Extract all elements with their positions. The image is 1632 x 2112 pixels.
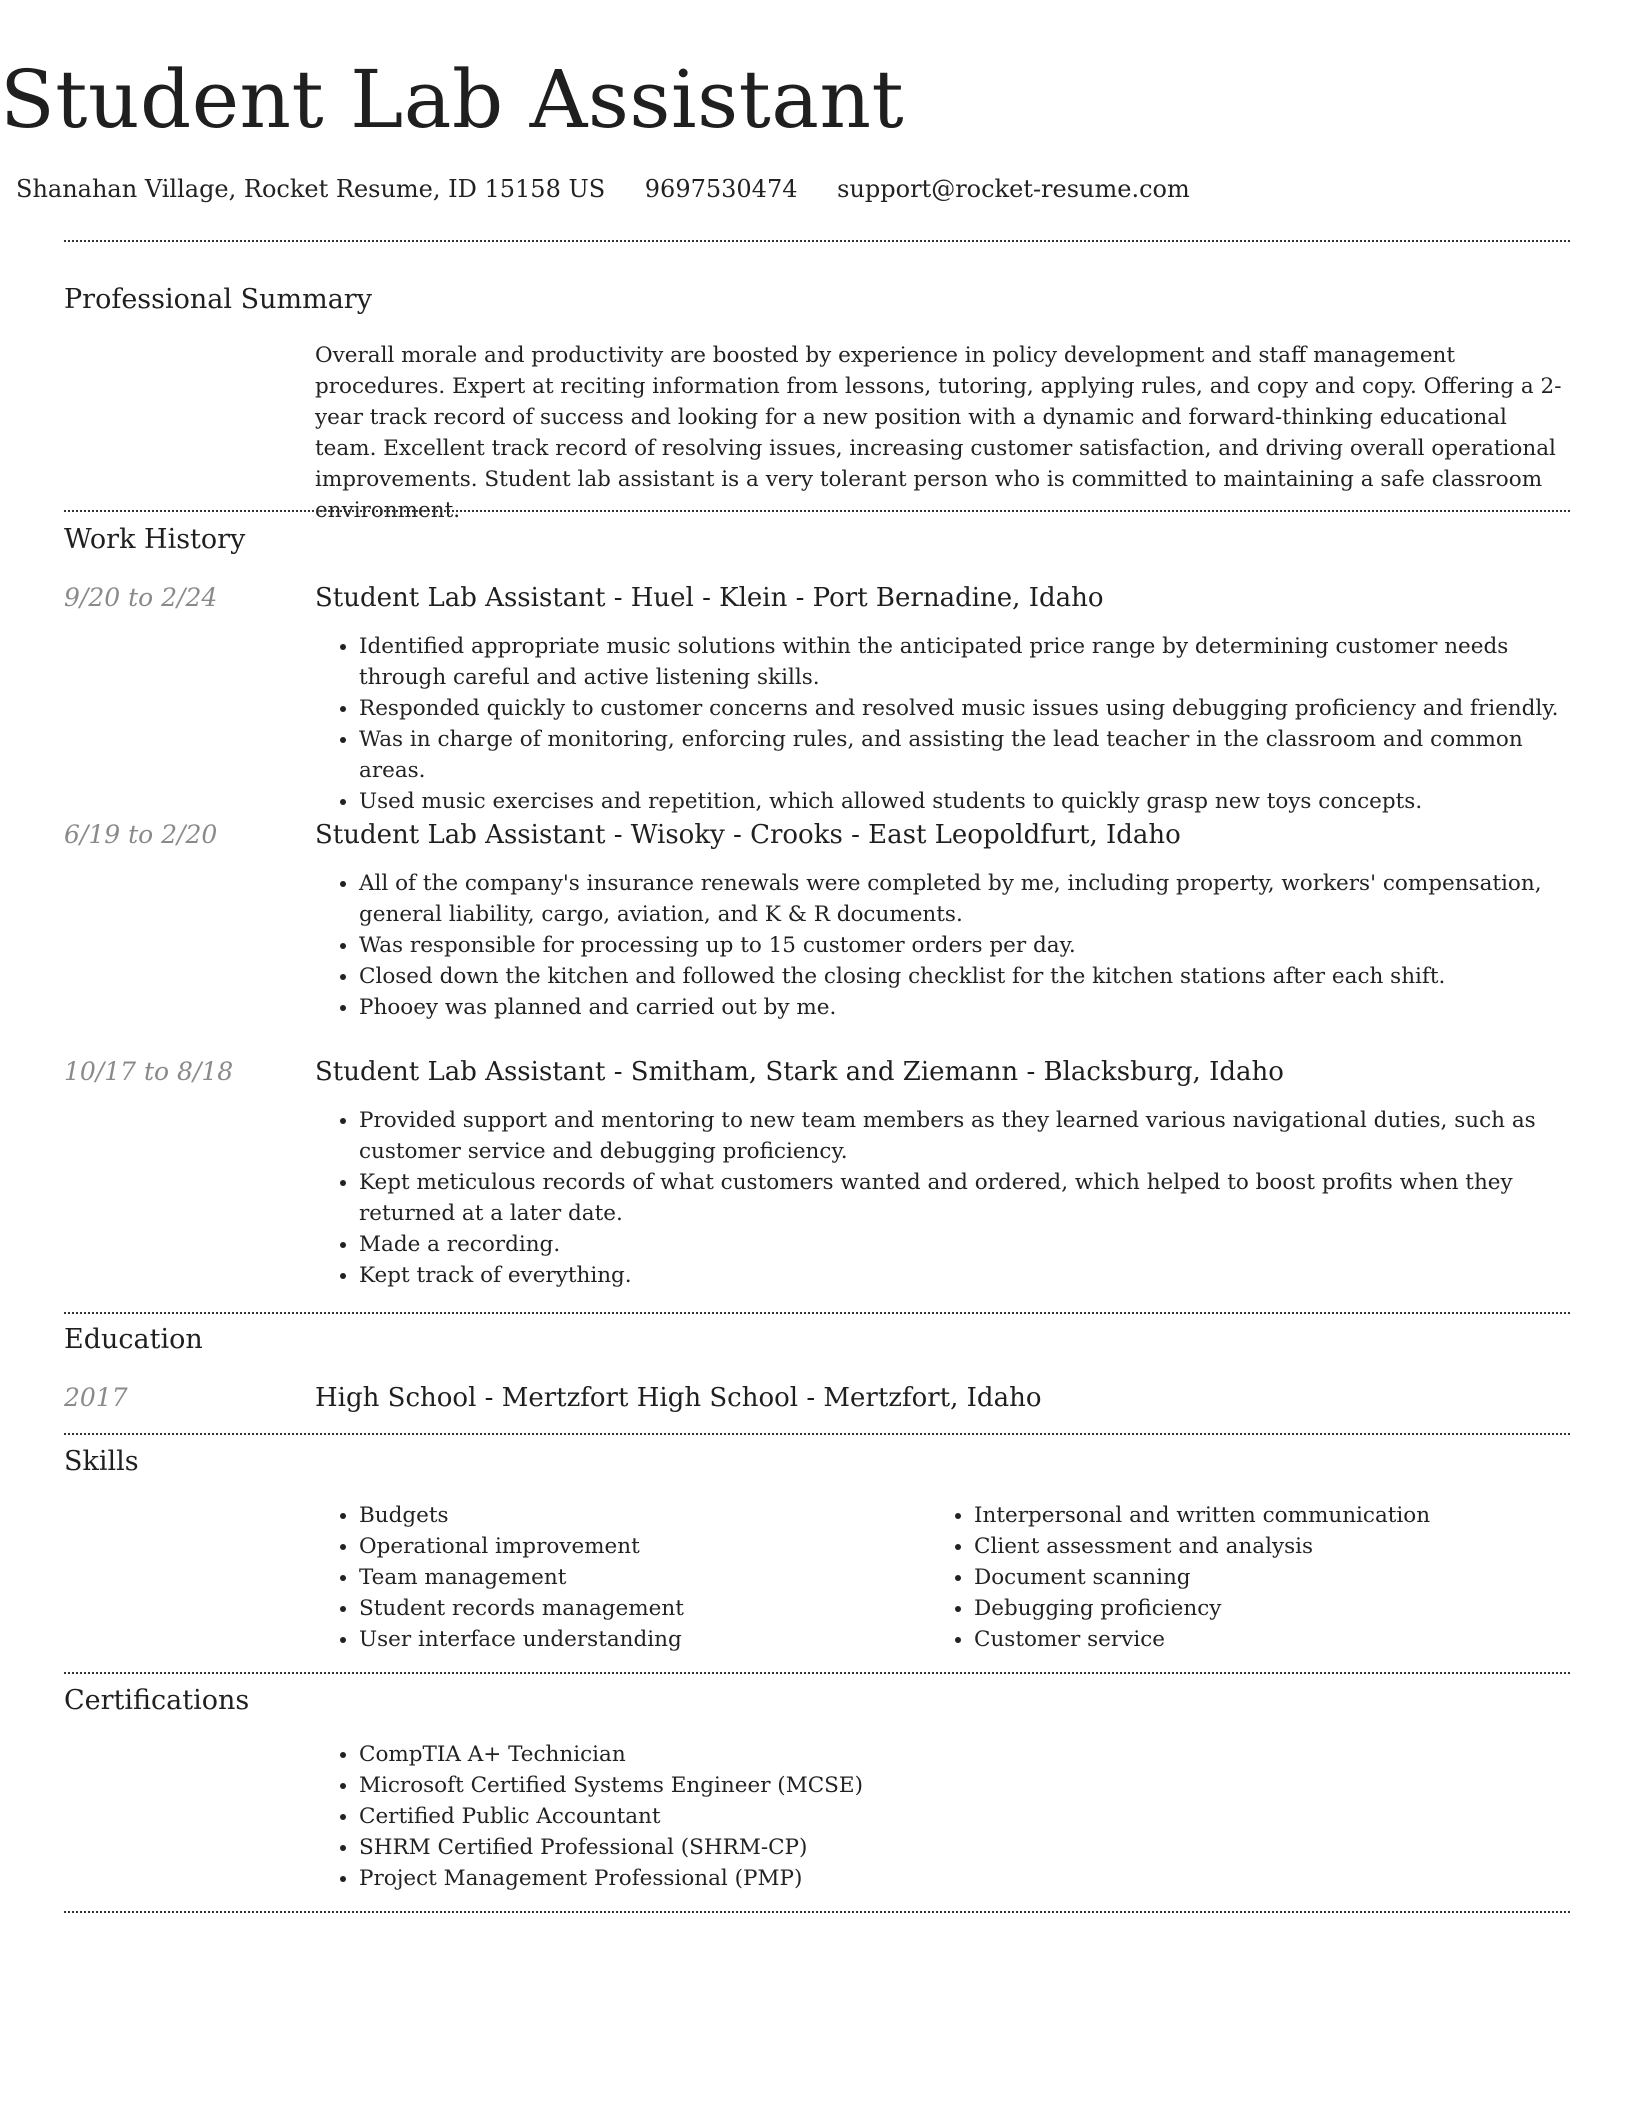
job-heading: Student Lab Assistant - Smitham, Stark and Ziemann - Blacksburg, Idaho bbox=[315, 1057, 1284, 1087]
list-item: • Responded quickly to customer concerns and resolved music issues using debugging proficiency and friendly. bbox=[359, 693, 1574, 724]
list-item: • Debugging proficiency bbox=[974, 1593, 1574, 1624]
skills-list-left bbox=[315, 1500, 919, 1655]
section-title-work: Work History bbox=[64, 524, 246, 555]
section-title-summary: Professional Summary bbox=[64, 284, 372, 315]
summary-text: Overall morale and productivity are boosted by experience in policy development and staff management procedures. Expert at reciting information from lessons, tutoring, applying rules, and copy and copy. Offering a 2-year track record of success and looking for a new position with a dynamic and forward-thinking educational team. Excellent track record of resolving issues, increasing customer satisfaction, and driving overall operational improvements. Student lab assistant is a very tolerant person who is committed to maintaining a safe classroom environment. bbox=[315, 343, 1562, 523]
list-item: • Was responsible for processing up to 15 customer orders per day. bbox=[359, 930, 1574, 961]
section-divider bbox=[64, 1672, 1570, 1674]
list-item: • Operational improvement bbox=[359, 1531, 919, 1562]
section-title-certifications: Certifications bbox=[64, 1685, 250, 1716]
list-item: • CompTIA A+ Technician bbox=[359, 1739, 1574, 1770]
section-divider bbox=[64, 240, 1570, 242]
list-item: • Identified appropriate music solutions within the anticipated price range by determining customer needs through careful and active listening skills. bbox=[359, 631, 1574, 693]
list-item: • Was in charge of monitoring, enforcing rules, and assisting the lead teacher in the classroom and common areas. bbox=[359, 724, 1574, 786]
list-item: • Used music exercises and repetition, which allowed students to quickly grasp new toys concepts. bbox=[359, 786, 1574, 817]
contact-address: Shanahan Village, Rocket Resume, ID 15158 US bbox=[16, 175, 606, 203]
section-divider bbox=[64, 1911, 1570, 1913]
list-item: • Kept meticulous records of what customers wanted and ordered, which helped to boost profits when they returned at a later date. bbox=[359, 1167, 1574, 1229]
list-item: • Customer service bbox=[974, 1624, 1574, 1655]
certifications-list bbox=[315, 1739, 1574, 1894]
job-bullets bbox=[315, 1105, 1574, 1291]
list-item: • Interpersonal and written communication bbox=[974, 1500, 1574, 1531]
contact-line bbox=[0, 172, 1632, 206]
list-item: • Student records management bbox=[359, 1593, 919, 1624]
job-dates: 9/20 to 2/24 bbox=[64, 583, 218, 612]
list-item: • Team management bbox=[359, 1562, 919, 1593]
contact-email: support@rocket-resume.com bbox=[837, 175, 1190, 203]
list-item: • User interface understanding bbox=[359, 1624, 919, 1655]
job-dates: 6/19 to 2/20 bbox=[64, 820, 218, 849]
section-divider bbox=[64, 1433, 1570, 1435]
list-item: • Budgets bbox=[359, 1500, 919, 1531]
resume-name: Student Lab Assistant bbox=[0, 53, 905, 146]
education-date: 2017 bbox=[64, 1383, 128, 1412]
job-heading: Student Lab Assistant - Wisoky - Crooks - East Leopoldfurt, Idaho bbox=[315, 820, 1181, 850]
job-dates: 10/17 to 8/18 bbox=[64, 1057, 234, 1086]
section-divider bbox=[64, 510, 1570, 512]
list-item: • Kept track of everything. bbox=[359, 1260, 1574, 1291]
list-item: • Certified Public Accountant bbox=[359, 1801, 1574, 1832]
section-title-skills: Skills bbox=[64, 1446, 139, 1477]
list-item: • SHRM Certified Professional (SHRM-CP) bbox=[359, 1832, 1574, 1863]
list-item: • Project Management Professional (PMP) bbox=[359, 1863, 1574, 1894]
job-bullets bbox=[315, 631, 1574, 817]
list-item: • Document scanning bbox=[974, 1562, 1574, 1593]
skills-list-right bbox=[930, 1500, 1574, 1655]
job-heading: Student Lab Assistant - Huel - Klein - Port Bernadine, Idaho bbox=[315, 583, 1104, 613]
education-heading: High School - Mertzfort High School - Mertzfort, Idaho bbox=[315, 1383, 1042, 1413]
list-item: • Provided support and mentoring to new team members as they learned various navigational duties, such as customer service and debugging proficiency. bbox=[359, 1105, 1574, 1167]
list-item: • Made a recording. bbox=[359, 1229, 1574, 1260]
section-divider bbox=[64, 1312, 1570, 1314]
list-item: • Phooey was planned and carried out by me. bbox=[359, 992, 1574, 1023]
list-item: • Client assessment and analysis bbox=[974, 1531, 1574, 1562]
list-item: • Microsoft Certified Systems Engineer (MCSE) bbox=[359, 1770, 1574, 1801]
section-title-education: Education bbox=[64, 1324, 203, 1355]
contact-phone: 9697530474 bbox=[644, 175, 798, 203]
list-item: • All of the company's insurance renewals were completed by me, including property, workers' compensation, general liability, cargo, aviation, and K & R documents. bbox=[359, 868, 1574, 930]
job-bullets bbox=[315, 868, 1574, 1023]
list-item: • Closed down the kitchen and followed the closing checklist for the kitchen stations after each shift. bbox=[359, 961, 1574, 992]
